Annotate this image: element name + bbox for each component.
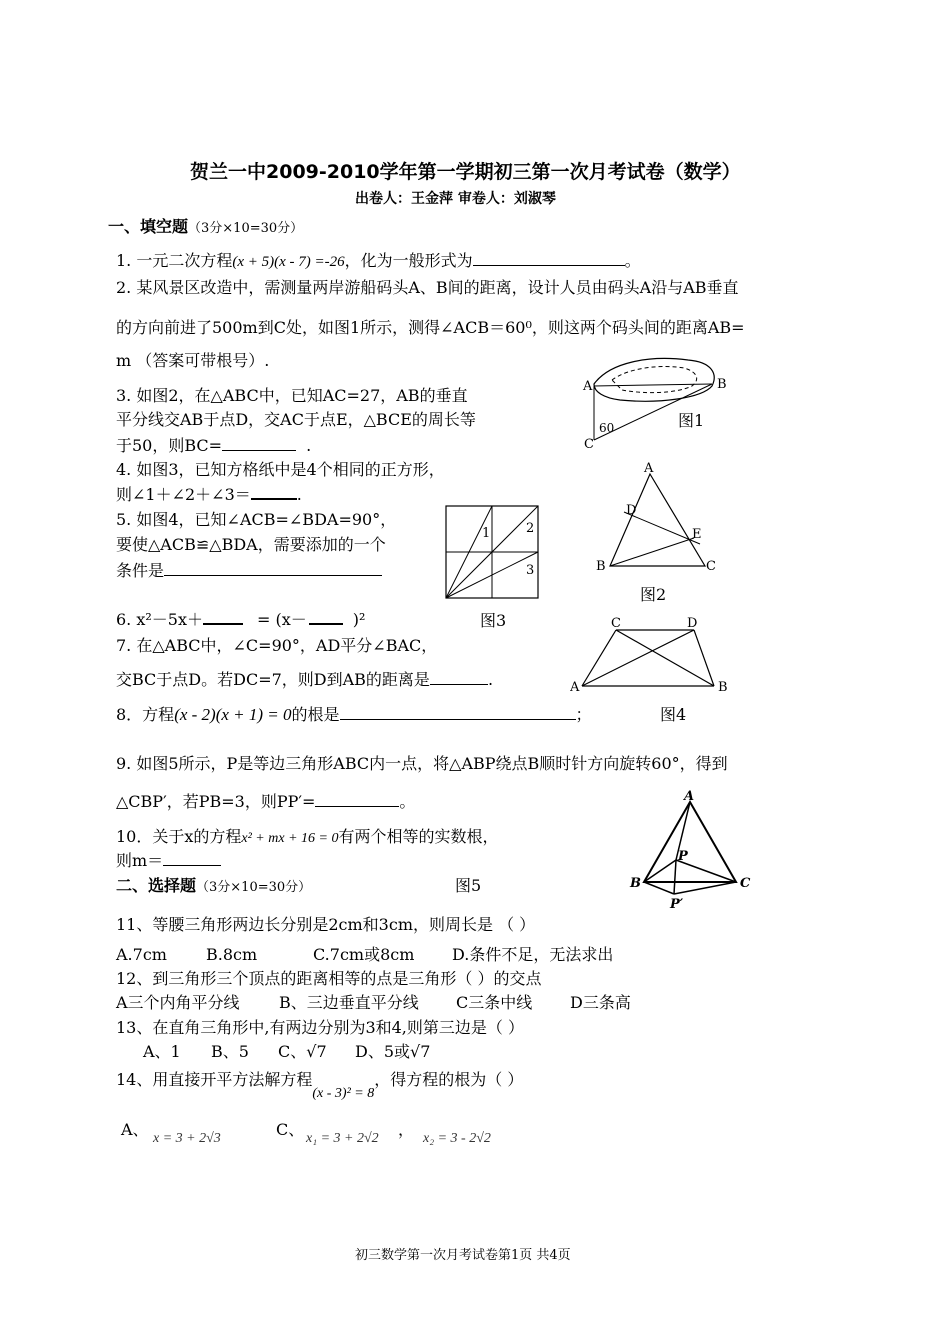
q14-option-a-label[interactable]: A、	[121, 1120, 149, 1139]
figure-1	[580, 350, 750, 450]
fig2-label-e: E	[692, 527, 702, 542]
fig2-label-b: B	[596, 559, 606, 574]
q10-text: 10．关于x的方程	[116, 827, 242, 846]
fig5-caption: 图5	[455, 876, 482, 895]
fig1-label-a: A	[583, 379, 593, 394]
fig1-caption: 图1	[678, 411, 705, 430]
page-footer: 初三数学第一次月考试卷第1页 共4页	[355, 1248, 571, 1263]
q7-end: .	[487, 670, 494, 689]
q7-line1: 7. 在△ABC中，∠C=90°，AD平分∠BAC，	[116, 636, 438, 655]
q3-line2: 平分线交AB于点D，交AC于点E，△BCE的周长等	[116, 410, 476, 429]
q14-option-c-label[interactable]: C、	[276, 1120, 305, 1139]
fig4-label-b: B	[718, 680, 728, 695]
q11-option-a[interactable]: A.7cm	[116, 945, 167, 964]
q6-blank-1[interactable]	[203, 610, 243, 625]
fig5-label-a: A	[684, 789, 695, 804]
q11-option-d[interactable]: D.条件不足，无法求出	[452, 945, 614, 964]
q11-option-b[interactable]: B.8cm	[206, 945, 258, 964]
fig5-label-c: C	[740, 876, 751, 891]
fig1-angle-label: 60	[599, 421, 615, 435]
page-title: 贺兰一中2009-2010学年第一学期初三第一次月考试卷（数学）	[190, 161, 741, 183]
q12-option-b[interactable]: B、三边垂直平分线	[279, 993, 419, 1012]
q3-answer-blank[interactable]	[222, 436, 296, 451]
fig5-label-p: P	[678, 849, 688, 864]
section2-title: 二、选择题	[116, 876, 197, 895]
fig5-triangle	[644, 802, 736, 882]
fig3-angle-2: 2	[526, 521, 535, 536]
q2-line3: m （答案可带根号）.	[116, 351, 270, 370]
q3-end: .	[306, 436, 312, 455]
q12-text: 12、到三角形三个顶点的距离相等的点是三角形（ ）的交点	[116, 969, 542, 988]
fig1-lake-inner	[612, 367, 697, 393]
fig1-label-c: C	[584, 437, 594, 450]
fig1-line-ab	[594, 384, 712, 386]
fig2-label-d: D	[626, 503, 637, 518]
fig3-angle-3: 3	[526, 563, 535, 578]
q14-option-a[interactable]: x = 3 + 2√3	[153, 1131, 221, 1146]
fig4-line-bd	[694, 630, 714, 686]
question-9	[116, 792, 415, 811]
fig5-label-b: B	[630, 876, 641, 891]
section2-score: （3分×10=30分）	[196, 880, 312, 895]
q4-line1: 4. 如图3，已知方格纸中是4个相同的正方形，	[116, 460, 445, 479]
q6-text: 6. x²－5x＋	[116, 610, 203, 629]
q7-answer-blank[interactable]	[430, 670, 488, 685]
q14-option-c-sep: ，	[398, 1120, 415, 1139]
fig4-label-a: A	[570, 680, 580, 695]
question-6	[116, 610, 365, 629]
q14-text-post: ，得方程的根为（ ）	[374, 1070, 524, 1089]
q10-answer-blank[interactable]	[163, 851, 221, 866]
q5-answer-blank[interactable]	[164, 561, 382, 576]
q10-line2-wrap	[116, 851, 221, 870]
figure-4	[570, 614, 740, 729]
q6-mid: = (x－	[257, 610, 307, 629]
q12-option-c[interactable]: C三条中线	[456, 993, 533, 1012]
figure-2	[590, 458, 730, 608]
q5-line2: 要使△ACB≌△BDA，需要添加的一个	[116, 535, 386, 554]
q10-equation: x² + mx + 16 = 0	[241, 831, 339, 846]
q1-end: 。	[624, 251, 641, 270]
question-1	[116, 251, 641, 271]
question-8	[116, 705, 592, 725]
q9-end: 。	[399, 792, 416, 811]
q10-line2: 则m＝	[116, 851, 164, 870]
q5-line3: 条件是	[116, 561, 165, 580]
q3-line3: 于50，则BC=	[116, 436, 223, 455]
q5-line1: 5. 如图4，已知∠ACB=∠BDA=90°，	[116, 510, 397, 529]
q1-text-post: ，化为一般形式为	[344, 251, 473, 270]
q12-option-a[interactable]: A三个内角平分线	[116, 993, 240, 1012]
section1-heading	[108, 217, 303, 237]
fig2-label-a: A	[644, 461, 654, 476]
q8-end: ；	[575, 705, 592, 724]
question-4	[116, 484, 302, 504]
fig4-label-d: D	[687, 616, 698, 631]
q11-text: 11、等腰三角形两边长分别是2cm和3cm，则周长是 （ ）	[116, 915, 536, 934]
fig4-line-bc	[616, 630, 714, 686]
question-14	[116, 1070, 524, 1101]
q4-end: .	[296, 485, 302, 504]
q7-line2: 交BC于点D。若DC=7，则D到AB的距离是	[116, 670, 430, 689]
fig5-line-bp	[644, 860, 676, 882]
q8-answer-blank[interactable]	[340, 705, 576, 720]
fig5-label-p-prime: P′	[670, 897, 684, 912]
fig2-caption: 图2	[640, 585, 667, 604]
q11-option-c[interactable]: C.7cm或8cm	[313, 945, 415, 964]
q10-text-post: 有两个相等的实数根，	[338, 827, 499, 846]
fig2-line-be	[610, 538, 694, 566]
q6-blank-2[interactable]	[309, 610, 343, 625]
q3-line1: 3. 如图2，在△ABC中，已知AC=27，AB的垂直	[116, 386, 468, 405]
q2-line1: 2. 某风景区改造中，需测量两岸游船码头A、B间的距离，设计人员由码头A沿与AB垂直	[116, 278, 739, 297]
q9-line1: 9. 如图5所示，P是等边三角形ABC内一点，将△ABP绕点B顺时针方向旋转60°，得到	[116, 754, 728, 773]
q1-answer-blank[interactable]	[473, 251, 625, 266]
q4-line2: 则∠1＋∠2＋∠3＝	[116, 485, 251, 504]
q4-answer-blank[interactable]	[251, 484, 297, 500]
fig5-line-bp2	[644, 882, 674, 894]
q13-option-a[interactable]: A、1	[143, 1042, 181, 1061]
fig3-caption: 图3	[480, 611, 507, 630]
fig4-label-c: C	[611, 616, 621, 631]
q13-text: 13、在直角三角形中,有两边分别为3和4,则第三边是（ ）	[116, 1018, 524, 1037]
figure-3	[440, 500, 560, 635]
q13-option-c[interactable]: C、√7	[278, 1042, 327, 1061]
fig2-triangle	[610, 474, 705, 566]
q13-option-d[interactable]: D、5或√7	[355, 1042, 431, 1061]
section1-title: 一、填空题	[108, 217, 189, 236]
fig1-label-b: B	[717, 377, 727, 392]
q13-option-b[interactable]: B、5	[211, 1042, 249, 1061]
q9-line2: △CBP′，若PB=3，则PP′=	[116, 792, 316, 811]
q14-equation: (x - 3)² = 8	[312, 1086, 375, 1101]
section2-heading	[116, 876, 311, 896]
q9-answer-blank[interactable]	[315, 792, 399, 807]
question-3	[116, 436, 311, 455]
fig5-line-pp2	[674, 860, 676, 894]
figure-5	[620, 788, 760, 913]
q8-text: 8．方程	[116, 705, 175, 724]
fig3-angle-1: 1	[482, 526, 491, 541]
fig5-line-cp2	[674, 882, 736, 894]
q1-text: 1. 一元二次方程	[116, 251, 233, 270]
q14-text: 14、用直接开平方法解方程	[116, 1070, 313, 1089]
q2-line2: 的方向前进了500m到C处，如图1所示，测得∠ACB＝60⁰，则这两个码头间的距离AB=	[116, 318, 745, 337]
q8-equation: (x - 2)(x + 1) = 0	[174, 705, 292, 724]
question-5	[116, 561, 382, 580]
authors: 出卷人：王金萍 审卷人：刘淑琴	[355, 191, 556, 207]
question-10	[116, 827, 498, 848]
q6-end: )²	[352, 610, 366, 629]
q12-option-d[interactable]: D三条高	[570, 993, 631, 1012]
fig4-caption: 图4	[660, 705, 687, 724]
fig2-label-c: C	[706, 559, 716, 574]
section1-score: （3分×10=30分）	[188, 221, 304, 236]
q14-option-c1[interactable]: x₁ = 3 + 2√2	[306, 1131, 379, 1146]
q8-text-post: 的根是	[291, 705, 340, 724]
q1-equation: (x + 5)(x - 7) =-26	[232, 254, 345, 270]
q14-option-c2[interactable]: x₂ = 3 - 2√2	[423, 1131, 491, 1146]
question-7	[116, 670, 493, 689]
